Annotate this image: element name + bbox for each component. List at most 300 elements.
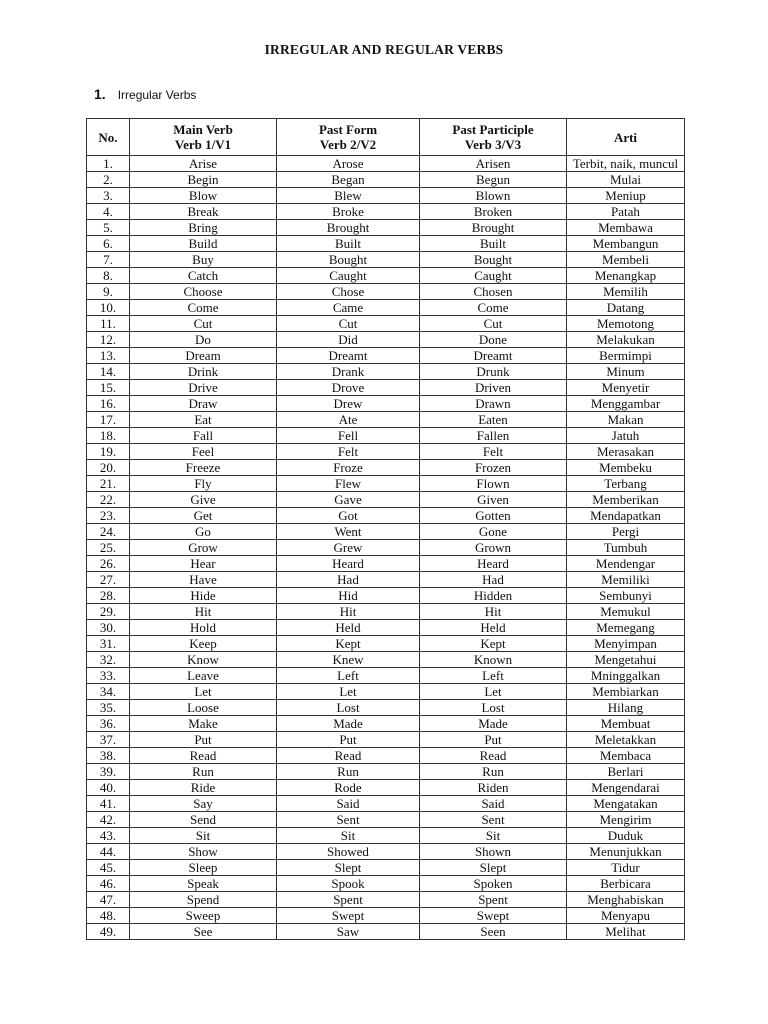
arti-cell: Mendapatkan [567,508,685,524]
row-number-cell: 19. [87,444,130,460]
table-row [87,860,685,876]
row-number-cell: 33. [87,668,130,684]
table-row [87,444,685,460]
past-participle-cell: Seen [420,924,567,940]
past-participle-cell: Gone [420,524,567,540]
main-verb-cell: Put [130,732,277,748]
past-participle-cell: Grown [420,540,567,556]
arti-cell: Terbang [567,476,685,492]
row-number-cell: 14. [87,364,130,380]
arti-cell: Membawa [567,220,685,236]
arti-cell: Tidur [567,860,685,876]
row-number-cell: 13. [87,348,130,364]
main-verb-cell: Bring [130,220,277,236]
past-participle-cell: Cut [420,316,567,332]
past-form-cell: Run [277,764,420,780]
past-participle-cell: Hidden [420,588,567,604]
past-form-cell: Brought [277,220,420,236]
main-verb-cell: Freeze [130,460,277,476]
row-number-cell: 1. [87,156,130,172]
past-participle-cell: Read [420,748,567,764]
table-row [87,892,685,908]
main-verb-cell: Cut [130,316,277,332]
past-form-cell: Felt [277,444,420,460]
header-arti: Arti [567,119,685,156]
row-number-cell: 11. [87,316,130,332]
past-form-cell: Saw [277,924,420,940]
past-participle-cell: Built [420,236,567,252]
arti-cell: Jatuh [567,428,685,444]
main-verb-cell: See [130,924,277,940]
past-form-cell: Spent [277,892,420,908]
past-participle-cell: Hit [420,604,567,620]
main-verb-cell: Have [130,572,277,588]
header-past-participle [420,119,567,156]
arti-cell: Bermimpi [567,348,685,364]
past-participle-cell: Held [420,620,567,636]
row-number-cell: 15. [87,380,130,396]
main-verb-cell: Send [130,812,277,828]
past-participle-cell: Known [420,652,567,668]
header-main-verb-line2: Verb 1/V1 [174,137,232,152]
main-verb-cell: Draw [130,396,277,412]
past-form-cell: Drove [277,380,420,396]
past-participle-cell: Driven [420,380,567,396]
past-participle-cell: Spoken [420,876,567,892]
past-form-cell: Bought [277,252,420,268]
past-form-cell: Built [277,236,420,252]
past-participle-cell: Shown [420,844,567,860]
past-form-cell: Drew [277,396,420,412]
arti-cell: Memegang [567,620,685,636]
table-row [87,684,685,700]
row-number-cell: 37. [87,732,130,748]
row-number-cell: 26. [87,556,130,572]
arti-cell: Datang [567,300,685,316]
row-number-cell: 48. [87,908,130,924]
row-number-cell: 2. [87,172,130,188]
arti-cell: Membeku [567,460,685,476]
table-row [87,588,685,604]
arti-cell: Melakukan [567,332,685,348]
table-row [87,428,685,444]
main-verb-cell: Hear [130,556,277,572]
row-number-cell: 39. [87,764,130,780]
row-number-cell: 20. [87,460,130,476]
table-row [87,188,685,204]
table-row [87,348,685,364]
row-number-cell: 22. [87,492,130,508]
row-number-cell: 21. [87,476,130,492]
main-verb-cell: Break [130,204,277,220]
arti-cell: Minum [567,364,685,380]
arti-cell: Berlari [567,764,685,780]
past-participle-cell: Gotten [420,508,567,524]
table-row [87,508,685,524]
table-row [87,476,685,492]
arti-cell: Pergi [567,524,685,540]
past-form-cell: Ate [277,412,420,428]
arti-cell: Memberikan [567,492,685,508]
row-number-cell: 9. [87,284,130,300]
row-number-cell: 36. [87,716,130,732]
main-verb-cell: Arise [130,156,277,172]
arti-cell: Membangun [567,236,685,252]
row-number-cell: 49. [87,924,130,940]
main-verb-cell: Drive [130,380,277,396]
past-participle-cell: Drunk [420,364,567,380]
past-form-cell: Came [277,300,420,316]
past-form-cell: Showed [277,844,420,860]
table-row [87,620,685,636]
past-participle-cell: Riden [420,780,567,796]
past-form-cell: Let [277,684,420,700]
header-no: No. [87,119,130,156]
past-participle-cell: Made [420,716,567,732]
arti-cell: Makan [567,412,685,428]
table-body [87,156,685,940]
table-row [87,236,685,252]
main-verb-cell: Give [130,492,277,508]
arti-cell: Tumbuh [567,540,685,556]
table-row [87,700,685,716]
past-form-cell: Made [277,716,420,732]
past-participle-cell: Eaten [420,412,567,428]
past-participle-cell: Said [420,796,567,812]
main-verb-cell: Say [130,796,277,812]
main-verb-cell: Grow [130,540,277,556]
past-participle-cell: Sent [420,812,567,828]
past-form-cell: Fell [277,428,420,444]
arti-cell: Merasakan [567,444,685,460]
table-row [87,556,685,572]
main-verb-cell: Sweep [130,908,277,924]
past-participle-cell: Drawn [420,396,567,412]
main-verb-cell: Buy [130,252,277,268]
table-row [87,412,685,428]
table-row [87,364,685,380]
arti-cell: Mninggalkan [567,668,685,684]
past-participle-cell: Flown [420,476,567,492]
section-heading [94,86,196,102]
arti-cell: Membeli [567,252,685,268]
table-row [87,252,685,268]
arti-cell: Mengendarai [567,780,685,796]
main-verb-cell: Know [130,652,277,668]
past-form-cell: Flew [277,476,420,492]
row-number-cell: 4. [87,204,130,220]
past-form-cell: Rode [277,780,420,796]
table-row [87,652,685,668]
arti-cell: Duduk [567,828,685,844]
past-form-cell: Blew [277,188,420,204]
table-row [87,908,685,924]
main-verb-cell: Dream [130,348,277,364]
main-verb-cell: Speak [130,876,277,892]
table-row [87,780,685,796]
past-form-cell: Hit [277,604,420,620]
past-form-cell: Dreamt [277,348,420,364]
past-participle-cell: Chosen [420,284,567,300]
past-participle-cell: Frozen [420,460,567,476]
main-verb-cell: Hide [130,588,277,604]
header-past-form-line1: Past Form [318,122,378,137]
past-form-cell: Sent [277,812,420,828]
arti-cell: Melihat [567,924,685,940]
arti-cell: Patah [567,204,685,220]
table-row [87,492,685,508]
row-number-cell: 29. [87,604,130,620]
header-past-participle-line1: Past Participle [452,122,534,137]
row-number-cell: 17. [87,412,130,428]
section-number: 1. [94,86,106,102]
main-verb-cell: Make [130,716,277,732]
main-verb-cell: Leave [130,668,277,684]
main-verb-cell: Build [130,236,277,252]
past-form-cell: Heard [277,556,420,572]
row-number-cell: 46. [87,876,130,892]
past-form-cell: Did [277,332,420,348]
arti-cell: Mengetahui [567,652,685,668]
past-form-cell: Chose [277,284,420,300]
past-form-cell: Swept [277,908,420,924]
main-verb-cell: Catch [130,268,277,284]
main-verb-cell: Blow [130,188,277,204]
past-form-cell: Spook [277,876,420,892]
table-row [87,732,685,748]
table-row [87,460,685,476]
table-row [87,396,685,412]
main-verb-cell: Hit [130,604,277,620]
table-row [87,540,685,556]
table-row [87,796,685,812]
arti-cell: Membaca [567,748,685,764]
section-label: Irregular Verbs [117,88,197,102]
past-form-cell: Began [277,172,420,188]
main-verb-cell: Begin [130,172,277,188]
arti-cell: Mengirim [567,812,685,828]
row-number-cell: 44. [87,844,130,860]
past-form-cell: Caught [277,268,420,284]
table-header-row [87,119,685,156]
main-verb-cell: Come [130,300,277,316]
past-participle-cell: Dreamt [420,348,567,364]
past-form-cell: Cut [277,316,420,332]
main-verb-cell: Ride [130,780,277,796]
table-row [87,300,685,316]
past-form-cell: Read [277,748,420,764]
past-form-cell: Gave [277,492,420,508]
header-main-verb-line1: Main Verb [173,122,233,137]
arti-cell: Menyapu [567,908,685,924]
table-row [87,204,685,220]
row-number-cell: 38. [87,748,130,764]
row-number-cell: 35. [87,700,130,716]
table-row [87,284,685,300]
past-form-cell: Put [277,732,420,748]
arti-cell: Menyetir [567,380,685,396]
past-form-cell: Hid [277,588,420,604]
row-number-cell: 18. [87,428,130,444]
row-number-cell: 30. [87,620,130,636]
past-participle-cell: Done [420,332,567,348]
row-number-cell: 34. [87,684,130,700]
main-verb-cell: Feel [130,444,277,460]
row-number-cell: 3. [87,188,130,204]
main-verb-cell: Choose [130,284,277,300]
row-number-cell: 41. [87,796,130,812]
main-verb-cell: Do [130,332,277,348]
row-number-cell: 47. [87,892,130,908]
past-form-cell: Slept [277,860,420,876]
past-participle-cell: Kept [420,636,567,652]
row-number-cell: 27. [87,572,130,588]
arti-cell: Mulai [567,172,685,188]
past-form-cell: Kept [277,636,420,652]
table-row [87,380,685,396]
past-participle-cell: Slept [420,860,567,876]
row-number-cell: 28. [87,588,130,604]
row-number-cell: 42. [87,812,130,828]
main-verb-cell: Eat [130,412,277,428]
table-row [87,876,685,892]
arti-cell: Terbit, naik, muncul [567,156,685,172]
past-form-cell: Went [277,524,420,540]
past-participle-cell: Brought [420,220,567,236]
table-row [87,716,685,732]
table-row [87,844,685,860]
arti-cell: Memotong [567,316,685,332]
past-form-cell: Broke [277,204,420,220]
past-participle-cell: Arisen [420,156,567,172]
table-row [87,828,685,844]
main-verb-cell: Keep [130,636,277,652]
arti-cell: Menggambar [567,396,685,412]
header-past-form-line2: Verb 2/V2 [319,137,377,152]
table-row [87,220,685,236]
table-row [87,764,685,780]
header-past-form [277,119,420,156]
arti-cell: Menangkap [567,268,685,284]
past-participle-cell: Run [420,764,567,780]
table-row [87,332,685,348]
table-row [87,604,685,620]
header-past-participle-line2: Verb 3/V3 [464,137,522,152]
main-verb-cell: Drink [130,364,277,380]
arti-cell: Meletakkan [567,732,685,748]
past-form-cell: Sit [277,828,420,844]
arti-cell: Menunjukkan [567,844,685,860]
row-number-cell: 31. [87,636,130,652]
past-participle-cell: Sit [420,828,567,844]
table-row [87,812,685,828]
main-verb-cell: Show [130,844,277,860]
table-row [87,924,685,940]
table-row [87,172,685,188]
past-form-cell: Lost [277,700,420,716]
arti-cell: Mengatakan [567,796,685,812]
main-verb-cell: Loose [130,700,277,716]
past-form-cell: Grew [277,540,420,556]
past-participle-cell: Had [420,572,567,588]
arti-cell: Memukul [567,604,685,620]
row-number-cell: 45. [87,860,130,876]
past-form-cell: Froze [277,460,420,476]
past-participle-cell: Felt [420,444,567,460]
main-verb-cell: Sit [130,828,277,844]
past-form-cell: Knew [277,652,420,668]
row-number-cell: 32. [87,652,130,668]
arti-cell: Menyimpan [567,636,685,652]
past-participle-cell: Lost [420,700,567,716]
row-number-cell: 25. [87,540,130,556]
main-verb-cell: Get [130,508,277,524]
table-row [87,156,685,172]
row-number-cell: 10. [87,300,130,316]
main-verb-cell: Sleep [130,860,277,876]
table-row [87,572,685,588]
row-number-cell: 7. [87,252,130,268]
past-participle-cell: Begun [420,172,567,188]
past-participle-cell: Broken [420,204,567,220]
past-form-cell: Said [277,796,420,812]
past-form-cell: Left [277,668,420,684]
table-row [87,636,685,652]
arti-cell: Menghabiskan [567,892,685,908]
past-form-cell: Held [277,620,420,636]
past-participle-cell: Bought [420,252,567,268]
arti-cell: Berbicara [567,876,685,892]
row-number-cell: 8. [87,268,130,284]
arti-cell: Meniup [567,188,685,204]
table-row [87,268,685,284]
past-participle-cell: Come [420,300,567,316]
past-participle-cell: Heard [420,556,567,572]
main-verb-cell: Go [130,524,277,540]
arti-cell: Sembunyi [567,588,685,604]
main-verb-cell: Fall [130,428,277,444]
table-row [87,316,685,332]
past-participle-cell: Blown [420,188,567,204]
main-verb-cell: Let [130,684,277,700]
table-row [87,668,685,684]
past-participle-cell: Fallen [420,428,567,444]
past-form-cell: Arose [277,156,420,172]
main-verb-cell: Read [130,748,277,764]
main-verb-cell: Spend [130,892,277,908]
main-verb-cell: Fly [130,476,277,492]
arti-cell: Membiarkan [567,684,685,700]
verbs-table [86,118,685,940]
arti-cell: Mendengar [567,556,685,572]
row-number-cell: 40. [87,780,130,796]
row-number-cell: 12. [87,332,130,348]
arti-cell: Membuat [567,716,685,732]
table-row [87,524,685,540]
main-verb-cell: Run [130,764,277,780]
row-number-cell: 43. [87,828,130,844]
header-main-verb [130,119,277,156]
row-number-cell: 23. [87,508,130,524]
arti-cell: Memilih [567,284,685,300]
past-participle-cell: Put [420,732,567,748]
past-form-cell: Had [277,572,420,588]
past-participle-cell: Given [420,492,567,508]
row-number-cell: 6. [87,236,130,252]
table-row [87,748,685,764]
document-title: IRREGULAR AND REGULAR VERBS [264,42,504,57]
row-number-cell: 24. [87,524,130,540]
